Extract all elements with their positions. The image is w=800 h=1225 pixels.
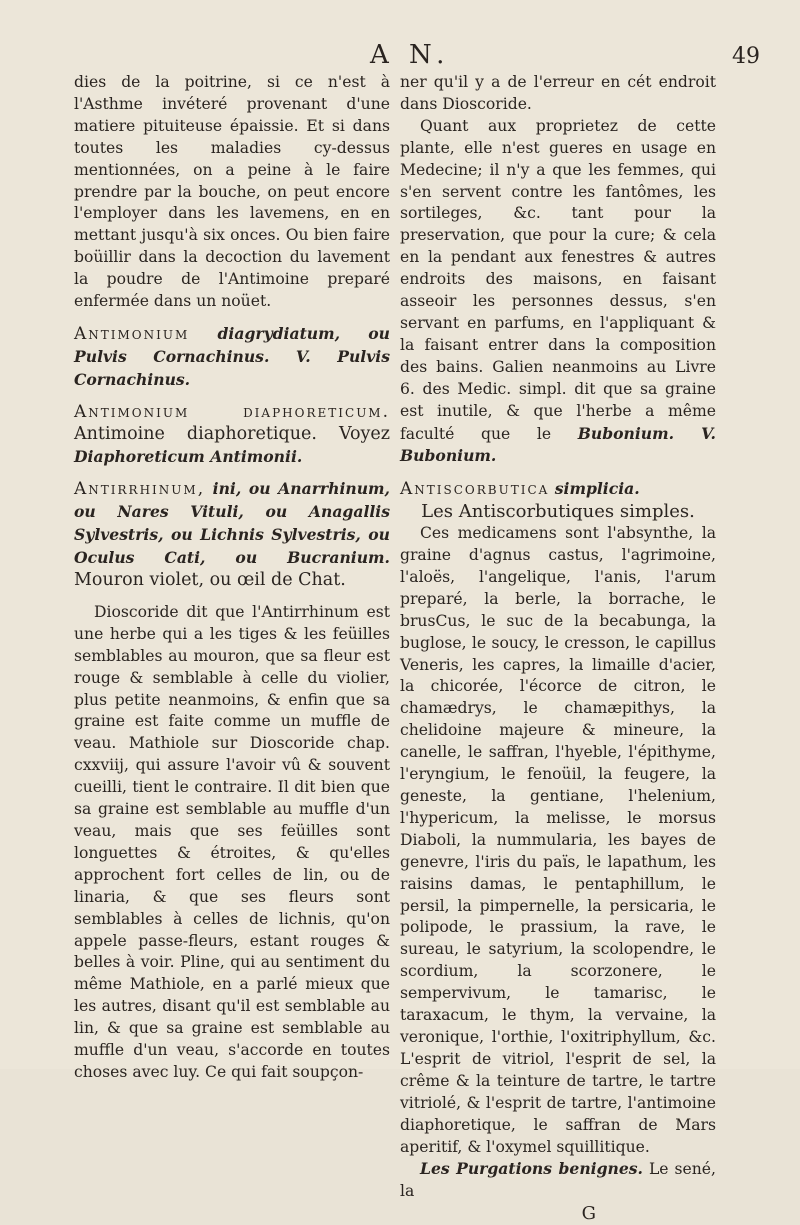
left-column (74, 72, 390, 1084)
running-head: A N. (370, 40, 451, 70)
entry-qualifier: simplicia. (549, 479, 640, 499)
entry-headword: Antimonium (74, 323, 190, 344)
entry-french-name: Mouron violet, ou œil de Chat. (74, 570, 346, 591)
entry-antimonium-diagrydiatum (74, 323, 390, 392)
entry-headword: Antiscorbutica (400, 479, 550, 500)
subheading: Les Purgations benignes. (420, 1159, 643, 1179)
paragraph-text: Le sené, la (400, 1160, 716, 1201)
entry-antirrhinum (74, 478, 390, 592)
page-header (360, 40, 760, 70)
entry-french-name: Antimoine diaphoretique. Voyez (74, 423, 390, 444)
entry-headword: Antimonium diaphoreticum. (74, 401, 390, 422)
entry-synonyms: diagrydiatum, ou Pulvis Cornachinus. V. Pulvis Cornachinus. (74, 323, 390, 389)
entry-body-paragraph: Ces medicamens sont l'absynthe, la graine d'agnus castus, l'agrimoine, l'aloës, l'angelique, l'anis, l'arum preparé, la berle, la borrache, le brusCus, le suc de la becabunga, la buglose, le soucy, le cresson, le capillus Veneris, les capres, la limaille d'acier, la chicorée, l'écorce de citron, le chamædrys, le chamæpithys, la chelidoine majeure & mineure, la canelle, le saffran, l'hyeble, l'épithyme, l'eryngium, le fenoüil, la feugere, la geneste, la gentiane, l'helenium, l'hypericum, la melisse, le morsus Diaboli, la nummularia, les bayes de genevre, l'iris du païs, le lapathum, les raisins damas, le pentaphillum, le persil, la pimpernelle, la persicaria, le polipode, le prassium, la rave, le sureau, le satyrium, la scolopendre, le scordium, la scorzonere, le sempervivum, le tamarisc, le taraxacum, le thym, la vervaine, la veronique, l'orthie, l'oxitriphyllum, &c. L'esprit de vitriol, l'esprit de sel, la crême & la teinture de tartre, le tartre vitriolé, & l'esprit de tartre, l'antimoine diaphoretique, le saffran de Mars aperitif, & l'oxymel squillitique. (400, 524, 716, 1156)
paragraph-continued: ner qu'il y a de l'erreur en cét endroit dans Dioscoride. (400, 73, 716, 113)
entry-body-paragraph (400, 116, 716, 469)
right-column (400, 72, 716, 1225)
page-number: 49 (732, 44, 760, 69)
paragraph-continued: dies de la poitrine, si ce n'est à l'Asthme invéteré provenant d'une matiere pituiteuse épaissie. Et si dans toutes les maladies cy-dessus mentionnées, on a peine à le faire prendre par la bouche, on peut encore l'employer dans les lavemens, en en mettant jusqu'à six onces. Ou bien faire boüillir dans la decoction du lavement la poudre de l'Antimoine preparé enfermée dans un noüet. (74, 73, 390, 311)
entry-headword: Antirrhinum, (74, 479, 206, 500)
entry-french-name: Les Antiscorbutiques simples. (421, 501, 695, 523)
paragraph-text: Quant aux proprietez de cette plante, elle n'est gueres en usage en Medecine; il n'y a que les femmes, qui s'en servent contre les fantômes, les sortileges, &c. tant pour la preservation, que pour la cure; & cela en la pendant aux fenestres & autres endroits des maisons, en faisant asseoir les personnes dessus, s'en servant en parfums, en l'appliquant & la faisant entrer dans la composition des bains. Galien neanmoins au Livre 6. des Medic. simpl. dit que sa graine est inutile, & que l'herbe a même faculté que le (400, 116, 716, 443)
entry-cross-reference: Diaphoreticum Antimonii. (74, 446, 303, 466)
entry-body-paragraph: Dioscoride dit que l'Antirrhinum est une herbe qui a les tiges & les feüilles semblables au mouron, que sa fleur est rouge & semblable à celle du violier, plus petite neanmoins, & enfin que sa graine est faite comme un muffle de veau. Mathiole sur Dioscoride chap. cxxviij, qui assure l'avoir vû & souvent cueilli, tient le contraire. Il dit bien que sa graine est semblable au muffle d'un veau, mais que ses feüilles sont longuettes & étroites, & qu'elles approchent fort celles de lin, ou de linaria, & que ses fleurs sont semblables à celles de lichnis, qu'on appele passe-fleurs, estant rouges & belles à voir. Pline, qui au sentiment du même Mathiole, en a parlé mieux que les autres, disant qu'il est semblable au lin, & que sa graine est semblable au muffle d'un veau, s'accorde en toutes choses avec luy. Ce qui fait soupçon- (74, 602, 390, 1081)
entry-cross-reference: Bubonium. V. Bubonium. (400, 423, 716, 466)
entry-synonyms: ini, ou Anarrhinum, ou Nares Vituli, ou Anagallis Sylvestris, ou Lichnis Sylvestris, ou Oculus Cati, ou Bucranium. (74, 479, 390, 568)
entry-subheading-paragraph (400, 1158, 716, 1203)
entry-antiscorbutica (400, 478, 716, 501)
catchword: G (581, 1203, 596, 1225)
entry-antimonium-diaphoreticum (74, 402, 390, 469)
